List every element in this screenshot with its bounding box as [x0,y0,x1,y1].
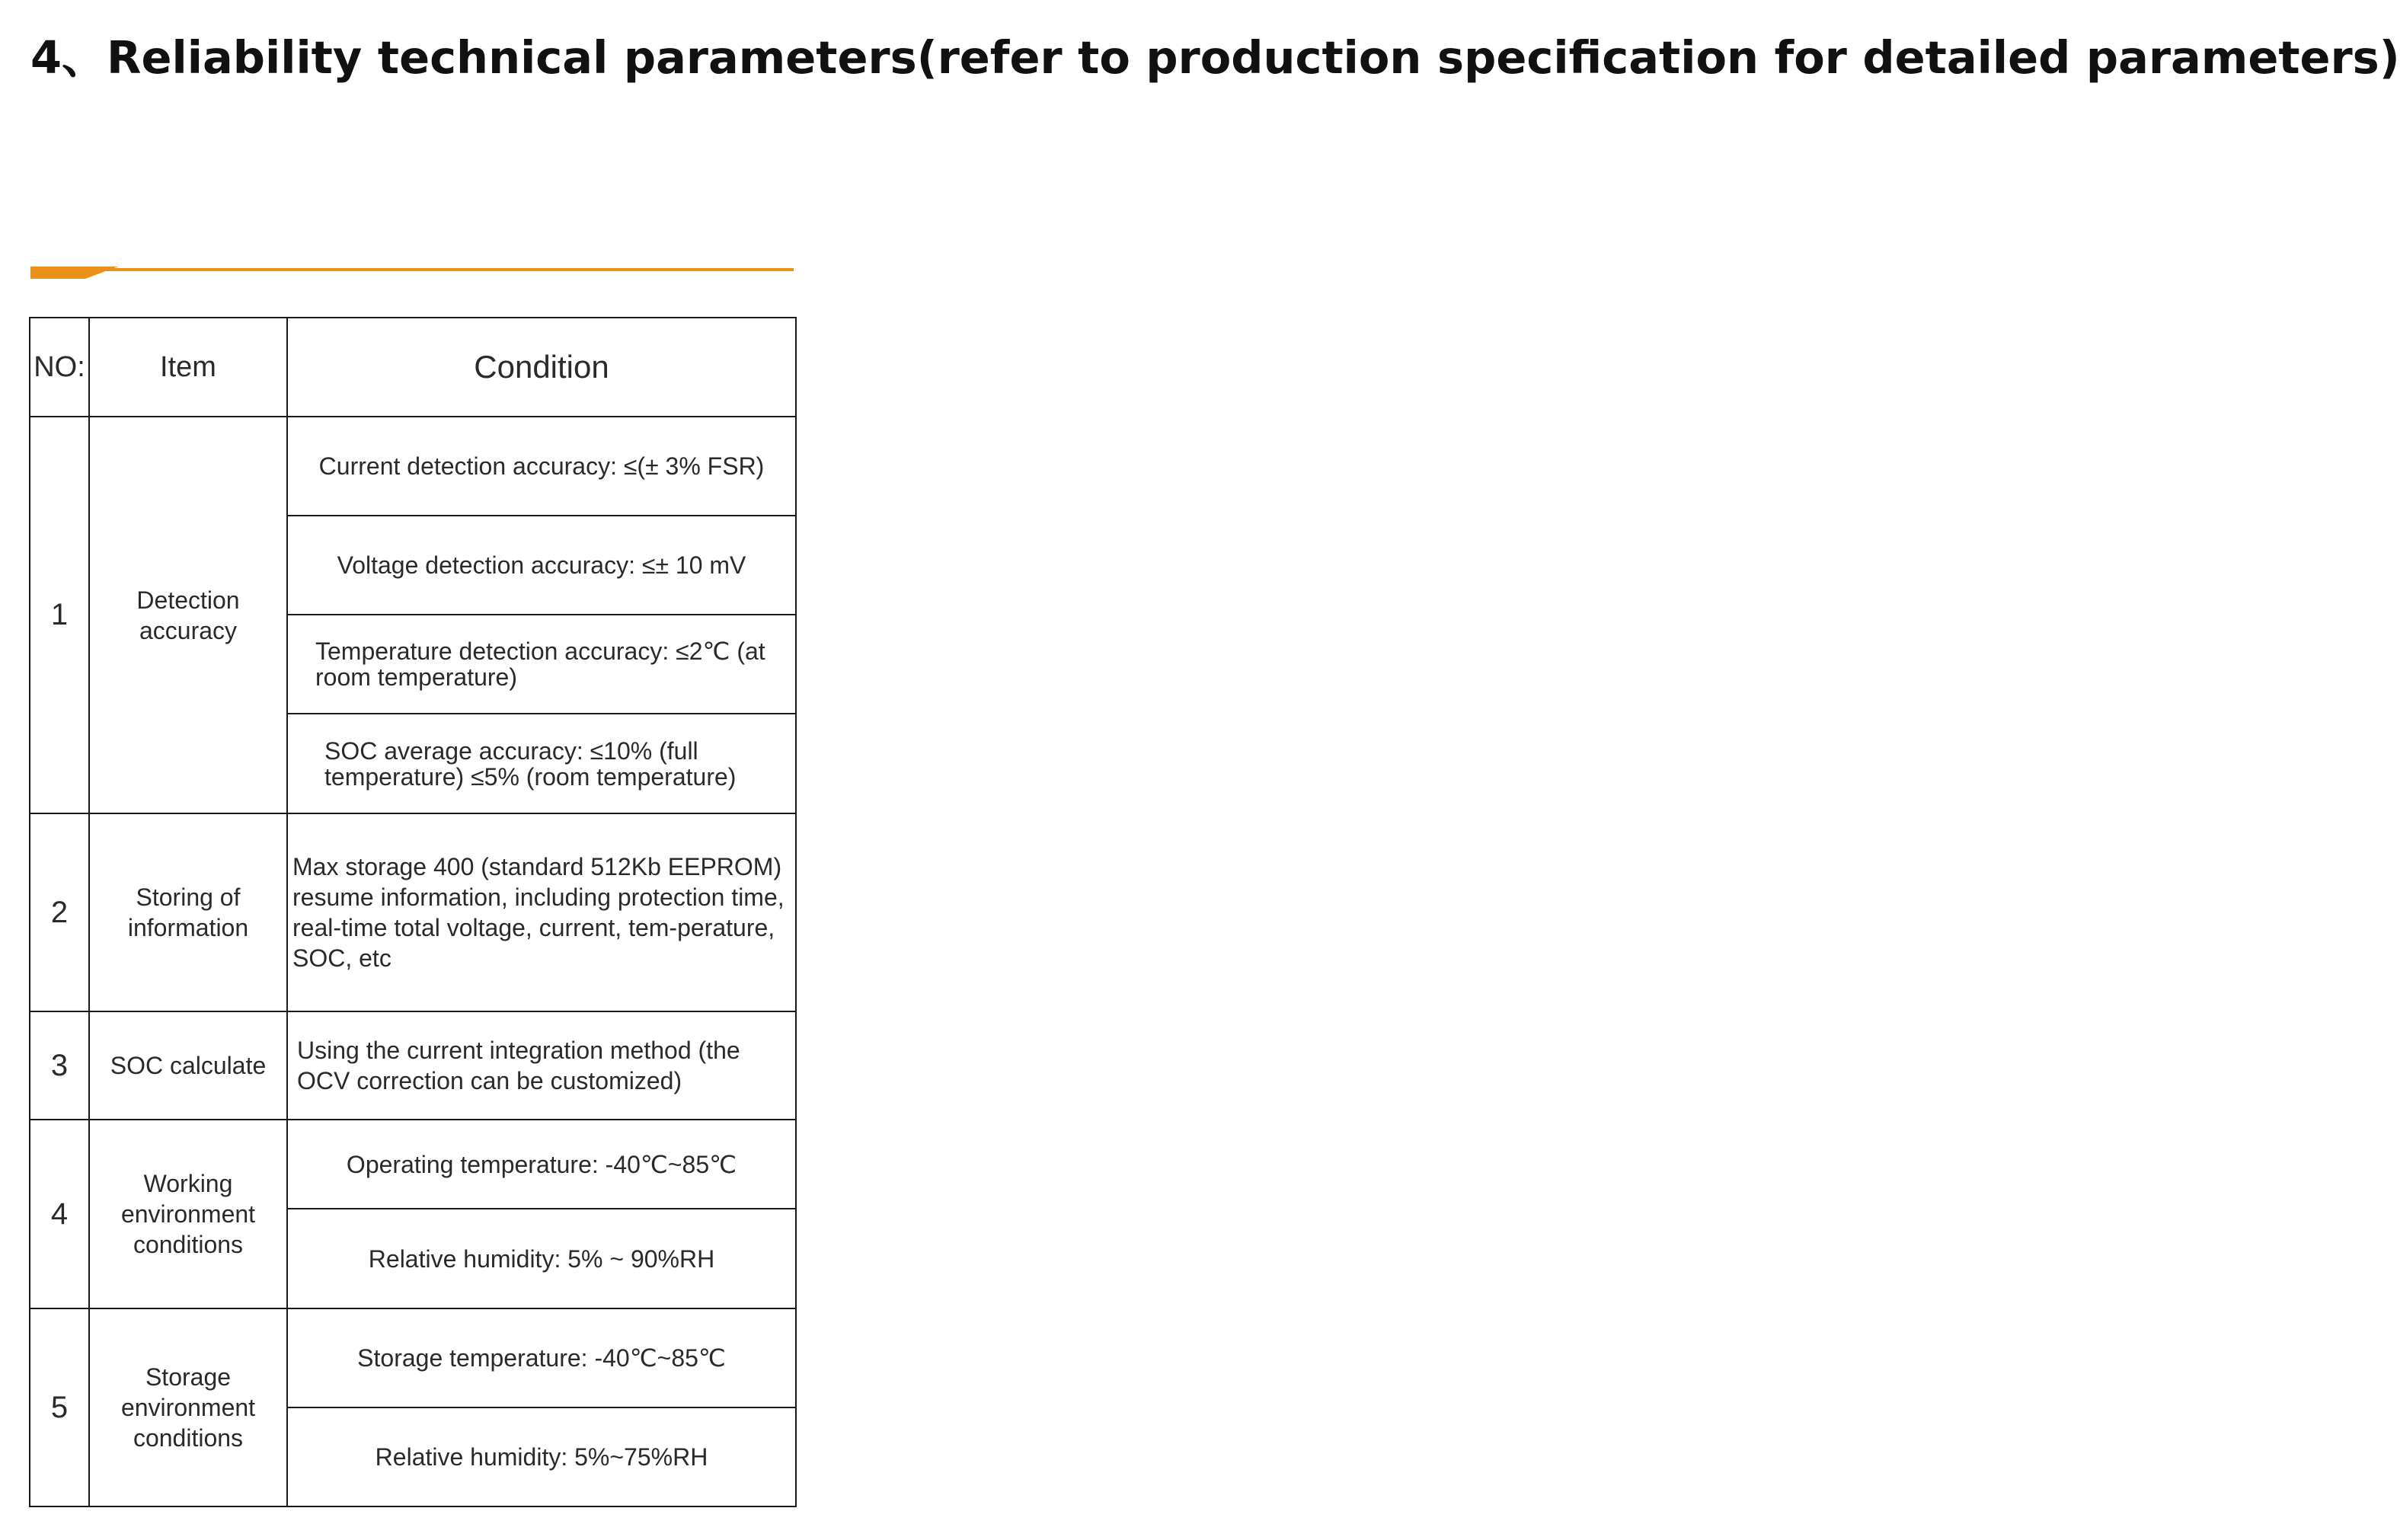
condition-cell: Using the current integration method (the OCV correction can be customized) [287,1011,796,1120]
condition-cell: Current detection accuracy: ≤(± 3% FSR) [287,417,796,516]
table-row [30,1011,796,1120]
row-number: 5 [30,1308,89,1506]
table-row [30,1120,796,1209]
header-item: Item [89,318,287,417]
table-row [30,417,796,516]
parameters-table [29,317,797,1507]
row-number: 3 [30,1011,89,1120]
row-number: 2 [30,813,89,1011]
condition-cell: Temperature detection accuracy: ≤2℃ (at room temperature) [287,615,796,714]
header-condition: Condition [287,318,796,417]
condition-cell: Voltage detection accuracy: ≤± 10 mV [287,516,796,615]
row-item: Working environment conditions [89,1120,287,1308]
row-number: 4 [30,1120,89,1308]
page-title [30,30,2400,85]
condition-cell: Storage temperature: -40℃~85℃ [287,1308,796,1407]
header-no: NO: [30,318,89,417]
condition-cell: Relative humidity: 5%~75%RH [287,1407,796,1506]
row-item: SOC calculate [89,1011,287,1120]
page-title-text: 4、Reliability technical parameters(refer to production specification for detailed parameters) [30,31,2400,84]
condition-cell: Max storage 400 (standard 512Kb EEPROM) resume information, including protection time, real-time total voltage, current, tem-perature, SOC, etc [287,813,796,1011]
row-item: Storing of information [89,813,287,1011]
table-row [30,1308,796,1407]
row-item: Detection accuracy [89,417,287,813]
row-item: Storage environment conditions [89,1308,287,1506]
table-header-row [30,318,796,417]
condition-cell: Relative humidity: 5% ~ 90%RH [287,1209,796,1308]
row-number: 1 [30,417,89,813]
title-underline [30,267,794,279]
table-row [30,813,796,1011]
condition-cell: Operating temperature: -40℃~85℃ [287,1120,796,1209]
condition-cell: SOC average accuracy: ≤10% (full temperature) ≤5% (room temperature) [287,714,796,813]
